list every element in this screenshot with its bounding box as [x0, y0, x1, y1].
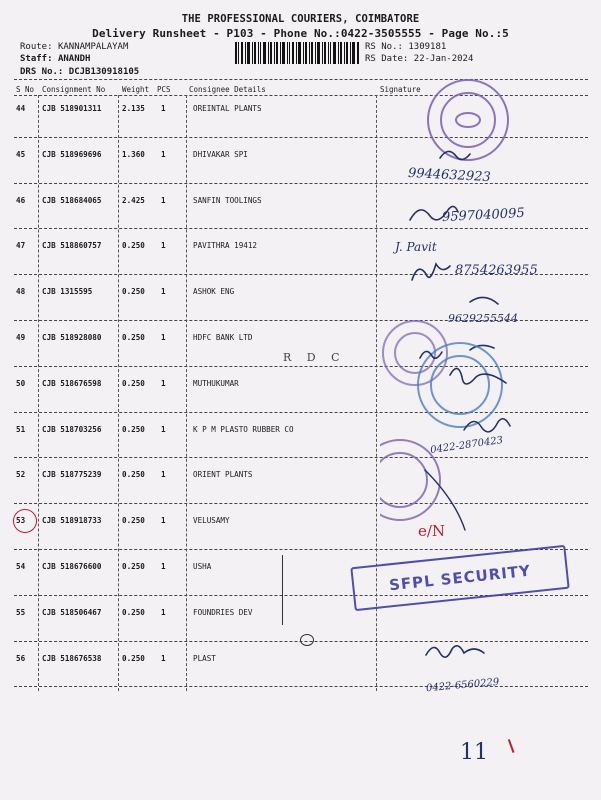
row-sno: 48	[16, 287, 26, 297]
header-rule-top	[14, 79, 588, 80]
row-consignee: USHA	[193, 562, 212, 571]
col-divider	[186, 95, 187, 691]
row-consignee: ASHOK ENG	[193, 287, 235, 297]
route-value: KANNAMPALAYAM	[57, 42, 129, 52]
col-divider	[118, 95, 119, 691]
staff-line	[20, 54, 90, 64]
handwritten-phone: 0422-6560229	[425, 676, 500, 695]
row-sno: 54	[16, 562, 26, 571]
row-consignment-no: CJB 1315595	[42, 287, 93, 297]
header-rule-bottom	[14, 95, 588, 96]
row-consignment-no: CJB 518506467	[42, 607, 102, 617]
handwritten-phone: 9944632923	[407, 165, 492, 186]
row-weight: 0.250	[122, 516, 145, 526]
row-divider	[14, 274, 588, 275]
row-divider	[14, 686, 588, 687]
handwritten-phone: 9597040095	[441, 205, 526, 226]
row-divider	[14, 503, 588, 504]
row-pcs: 1	[161, 653, 166, 663]
handwritten-initials: e/N	[418, 522, 446, 540]
route-label: Route:	[20, 42, 53, 52]
row-pcs: 1	[161, 149, 166, 159]
row-weight: 0.250	[122, 287, 145, 297]
row-consignment-no: CJB 518860757	[42, 241, 102, 251]
row-weight: 0.250	[122, 333, 145, 342]
row-consignee: VELUSAMY	[193, 516, 230, 526]
row-pcs: 1	[161, 516, 166, 526]
col-header-consignee: Consignee Details	[189, 85, 266, 94]
col-header-signature: Signature	[380, 85, 421, 94]
row-weight: 0.250	[122, 562, 145, 571]
runsheet-subtitle: Delivery Runsheet - P103 - Phone No.:0422-3505555 - Page No.:5	[92, 27, 509, 40]
row-weight: 2.135	[122, 104, 145, 113]
row-divider	[14, 183, 588, 184]
col-header-consignment: Consignment No	[42, 85, 106, 94]
stamp-seal-icon	[383, 321, 447, 385]
handwritten-phone: 8754263955	[455, 263, 538, 278]
barcode	[235, 42, 359, 64]
row-sno: 50	[16, 378, 26, 388]
row-weight: 0.250	[122, 607, 145, 617]
stamp-seal-icon	[380, 440, 440, 520]
row-weight: 0.250	[122, 241, 145, 251]
rs-date-line	[365, 54, 473, 64]
row-weight: 0.250	[122, 378, 145, 388]
company-title: THE PROFESSIONAL COURIERS, COIMBATORE	[181, 13, 420, 25]
col-header-sno: S No	[16, 85, 35, 94]
footer-mark: 11	[460, 740, 488, 765]
row-consignment-no: CJB 518703256	[42, 424, 102, 434]
row-consignee: PLAST	[193, 653, 216, 663]
row-consignee: FOUNDRIES DEV	[193, 607, 253, 617]
row-weight: 0.250	[122, 470, 145, 480]
handwritten-name: J. Pavit	[395, 240, 437, 254]
row-weight: 1.360	[122, 149, 145, 159]
row-sno: 56	[16, 653, 26, 663]
row-pcs: 1	[161, 241, 166, 251]
row-divider	[14, 549, 588, 550]
stamp-seal-icon	[428, 80, 508, 160]
col-divider	[38, 95, 39, 691]
rs-no-value: 1309181	[408, 42, 447, 52]
row-consignee: DHIVAKAR SPI	[193, 149, 248, 159]
stamp-seal-icon	[418, 343, 502, 427]
row-sno: 52	[16, 470, 26, 480]
row-pcs: 1	[161, 333, 166, 342]
row-sno: 51	[16, 424, 26, 434]
red-tick-mark	[508, 737, 520, 753]
rdc-note: R D C	[283, 351, 346, 364]
row-divider	[14, 137, 588, 138]
row-sno: 47	[16, 241, 26, 251]
row-pcs: 1	[161, 424, 166, 434]
security-stamp: SFPL SECURITY	[350, 545, 569, 611]
row-weight: 0.250	[122, 653, 145, 663]
drs-value: DCJB130918105	[68, 67, 140, 77]
row-pcs: 1	[161, 562, 166, 571]
row-divider	[14, 641, 588, 642]
drs-line	[20, 67, 139, 77]
row-divider	[14, 366, 588, 367]
row-pcs: 1	[161, 378, 166, 388]
row-consignment-no: CJB 518901311	[42, 104, 102, 113]
rs-date-label: RS Date:	[365, 54, 409, 64]
row-weight: 2.425	[122, 195, 145, 205]
rs-date-value: 22-Jan-2024	[413, 54, 474, 64]
route-line	[20, 42, 128, 52]
row-consignment-no: CJB 518969696	[42, 149, 102, 159]
rs-no-label: RS No.:	[365, 42, 403, 52]
row-weight: 0.250	[122, 424, 145, 434]
row-pcs: 1	[161, 470, 166, 480]
row-consignee: HDFC BANK LTD	[193, 333, 253, 342]
row-consignment-no: CJB 518775239	[42, 470, 102, 480]
row-consignee: ORIENT PLANTS	[193, 470, 253, 480]
row-divider	[14, 412, 588, 413]
row-consignment-no: CJB 518918733	[42, 516, 102, 526]
drs-label: DRS No.:	[20, 67, 64, 77]
row-pcs: 1	[161, 195, 166, 205]
row-sno: 53	[16, 516, 26, 526]
row-consignment-no: CJB 518676600	[42, 562, 102, 571]
row-consignee: OREINTAL PLANTS	[193, 104, 262, 113]
row-sno: 44	[16, 104, 26, 113]
row-consignee: PAVITHRA 19412	[193, 241, 258, 251]
signature-overlay	[380, 70, 600, 720]
row-divider	[14, 228, 588, 229]
col-header-pcs: PCS	[157, 85, 171, 94]
row-consignment-no: CJB 518676598	[42, 378, 102, 388]
row-consignment-no: CJB 518928080	[42, 333, 102, 342]
pen-line	[282, 555, 283, 625]
row-consignee: K P M PLASTO RUBBER CO	[193, 424, 294, 434]
row-sno: 55	[16, 607, 26, 617]
row-divider	[14, 457, 588, 458]
col-header-weight: Weight	[122, 85, 150, 94]
handwritten-phone: 9629255544	[448, 312, 518, 325]
row-pcs: 1	[161, 607, 166, 617]
row-pcs: 1	[161, 104, 166, 113]
row-divider	[14, 320, 588, 321]
rs-no-line	[365, 42, 446, 52]
staff-label: Staff:	[20, 54, 53, 64]
row-consignee: SANFIN TOOLINGS	[193, 195, 262, 205]
row-consignment-no: CJB 518676538	[42, 653, 102, 663]
row-consignee: MUTHUKUMAR	[193, 378, 239, 388]
row-pcs: 1	[161, 287, 166, 297]
row-sno: 46	[16, 195, 26, 205]
row-consignment-no: CJB 518684065	[42, 195, 102, 205]
handwritten-phone: 0422-2870423	[429, 434, 504, 457]
row-sno: 45	[16, 149, 26, 159]
staff-value: ANANDH	[57, 54, 91, 64]
row-sno: 49	[16, 333, 26, 342]
